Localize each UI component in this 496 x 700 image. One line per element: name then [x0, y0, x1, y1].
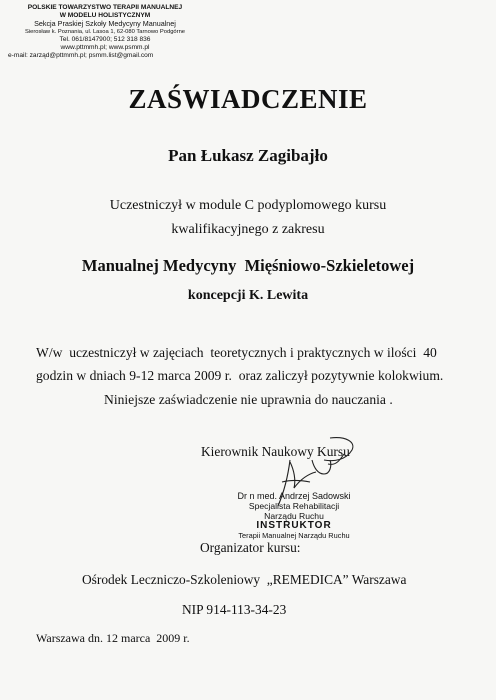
signature-role: Kierownik Naukowy Kursu: [201, 444, 350, 459]
org-line: Sekcja Praskiej Szkoły Medycyny Manualnej: [34, 19, 176, 28]
document-title: ZAŚWIADCZENIE: [128, 84, 368, 114]
stamp-line: INSTRUKTOR: [256, 520, 332, 531]
org-line: POLSKIE TOWARZYSTWO TERAPII MANUALNEJ: [27, 4, 183, 11]
course-concept: koncepcji K. Lewita: [187, 288, 309, 303]
stamp-line: Terapii Manualnej Narządu Ruchu: [238, 531, 350, 540]
org-line: e-mail: zarząd@pttmmh.pl; psmm.list@gmail.com: [8, 52, 154, 59]
stamp-line: Specjalista Rehabilitacji: [248, 501, 340, 511]
org-line: www.pttmmh.pl; www.psmm.pl: [60, 44, 150, 51]
body-line: kwalifikacyjnego z zakresu: [171, 222, 325, 237]
detail-line: W/w uczestniczył w zajęciach teoretycznych i praktycznych w ilości 40: [36, 345, 437, 360]
organizer-nip: NIP 914-113-34-23: [182, 602, 287, 617]
stamp-line: Dr n med. Andrzej Sadowski: [237, 491, 351, 501]
notice-line: Niniejsze zaświadczenie nie uprawnia do nauczania .: [104, 392, 393, 407]
organizer-name: Ośrodek Leczniczo-Szkoleniowy „REMEDICA” Warszawa: [82, 572, 407, 587]
recipient-name: Pan Łukasz Zagibajło: [168, 146, 328, 165]
organizer-label: Organizator kursu:: [200, 540, 301, 555]
course-name: Manualnej Medycyny Mięśniowo-Szkieletowej: [81, 256, 415, 275]
org-line: Tel. 061/8147900; 512 318 836: [59, 36, 151, 43]
doctor-stamp: [216, 491, 372, 541]
organization-header: [0, 0, 210, 60]
stamp-line: Narządu Ruchu: [264, 511, 324, 521]
org-line: W MODELU HOLISTYCZNYM: [59, 12, 151, 19]
detail-line: godzin w dniach 9-12 marca 2009 r. oraz zaliczył pozytywnie kolokwium.: [36, 368, 444, 383]
org-line: Sierosław k. Poznania, ul. Lasoa 1, 62-080 Tarnowo Podgórne: [24, 29, 186, 35]
place-date: Warszawa dn. 12 marca 2009 r.: [36, 631, 190, 645]
body-line: Uczestniczył w module C podyplomowego kursu: [109, 198, 387, 213]
